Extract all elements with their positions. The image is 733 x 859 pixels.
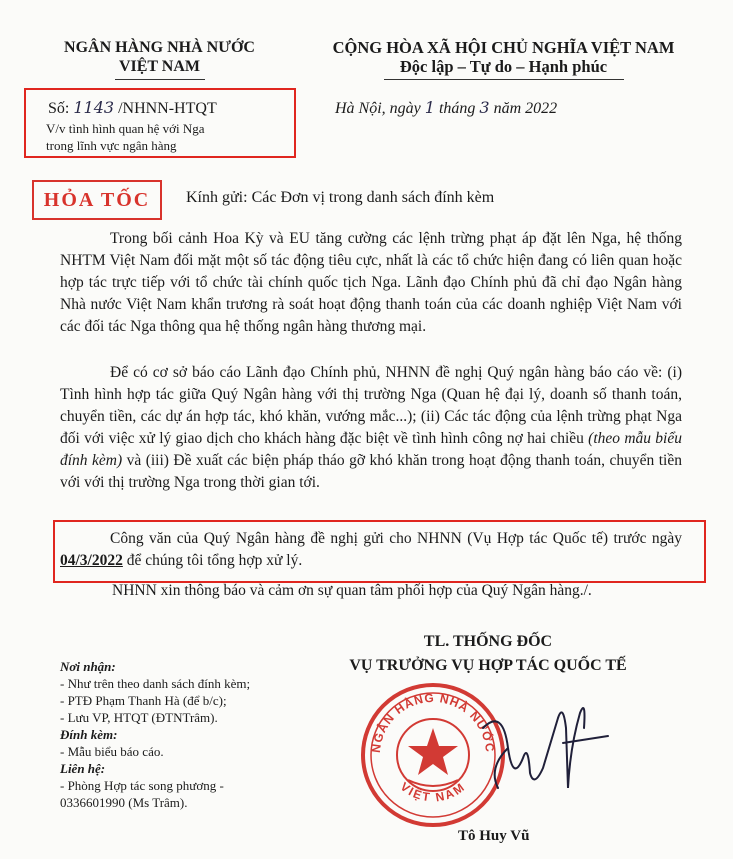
- handwritten-day: 1: [424, 98, 435, 117]
- body-paragraph-1: Trong bối cảnh Hoa Kỳ và EU tăng cường các lệnh trừng phạt áp đặt lên Nga, hệ thống NHTM Việt Nam đối mặt một số tác động tiêu cực, nhất là các tổ chức hiện đang có liên quan hoặc hợp tác trực tiếp với tổ chức tài chính quốc tịch Nga. Lãnh đạo Chính phủ đã chỉ đạo Ngân hàng Nhà nước Việt Nam khẩn trương rà soát hoạt động thanh toán của các doanh nghiệp Việt Nam với các đối tác Nga thông qua hệ thống ngân hàng thương mại.: [60, 230, 682, 335]
- subject-line1: V/v tình hình quan hệ với Nga: [46, 121, 205, 136]
- issuing-organization: [32, 38, 287, 80]
- paragraph-3-text-b: để chúng tôi tổng hợp xử lý.: [122, 552, 303, 569]
- org-underline: [115, 79, 205, 80]
- date-prefix: Hà Nội, ngày: [335, 100, 425, 117]
- date-mid: tháng: [434, 100, 480, 117]
- contact-line1: - Phòng Hợp tác song phương -: [60, 778, 224, 793]
- handwritten-month: 3: [479, 98, 490, 117]
- signer-line1: TL. THỐNG ĐỐC: [423, 633, 553, 650]
- motto-underline: [384, 79, 624, 80]
- seal-top-text: NGÂN HÀNG NHÀ NƯỚC: [368, 690, 498, 754]
- number-prefix: Số:: [48, 100, 74, 117]
- recipients-block: [60, 658, 320, 811]
- handwritten-number: 1143: [73, 98, 115, 117]
- contact-heading: Liên hệ:: [60, 761, 106, 776]
- place-and-date: [335, 98, 557, 118]
- subject-line2: trong lĩnh vực ngân hàng: [46, 138, 177, 153]
- number-suffix: /NHNN-HTQT: [114, 100, 217, 117]
- svg-text:VIỆT NAM: [398, 779, 469, 804]
- nation-title: CỘNG HÒA XÃ HỘI CHỦ NGHĨA VIỆT NAM: [332, 38, 675, 57]
- body-paragraph-4: NHNN xin thông báo và cảm ơn sự quan tâm phối hợp của Quý Ngân hàng./.: [112, 582, 592, 599]
- attachment-heading: Đính kèm:: [60, 727, 118, 742]
- document-number: [48, 98, 217, 118]
- paragraph-2-text-b: và (iii) Đề xuất các biện pháp tháo gỡ khó khăn trong hoạt động thanh toán, chuyển tiền với với thị trường Nga trong thời gian tới.: [60, 452, 682, 491]
- handwritten-signature-icon: [468, 688, 618, 818]
- body-paragraph-3: [60, 528, 682, 572]
- deadline-date: 04/3/2022: [60, 552, 123, 569]
- recipient-item: - Như trên theo danh sách đính kèm;: [60, 676, 251, 691]
- signer-name: Tô Huy Vũ: [458, 828, 530, 844]
- national-heading: [296, 38, 711, 80]
- document-subject: [46, 120, 296, 154]
- org-name-line1: NGÂN HÀNG NHÀ NƯỚC: [64, 39, 255, 56]
- paragraph-2-italic: (theo mẫu biểu đính kèm): [60, 430, 682, 469]
- signer-line2: VỤ TRƯỞNG VỤ HỢP TÁC QUỐC TẾ: [349, 657, 627, 674]
- nation-motto: Độc lập – Tự do – Hạnh phúc: [399, 57, 608, 76]
- recipients-heading: Nơi nhận:: [60, 659, 116, 674]
- date-suffix: năm 2022: [489, 100, 558, 117]
- paragraph-3-text-a: Công văn của Quý Ngân hàng đề nghị gửi cho NHNN (Vụ Hợp tác Quốc tế) trước ngày: [110, 530, 682, 547]
- org-name-line2: VIỆT NAM: [118, 58, 201, 75]
- body-paragraph-2: [60, 362, 682, 494]
- contact-line2: 0336601990 (Ms Trâm).: [60, 795, 188, 810]
- recipient-item: - PTĐ Phạm Thanh Hà (để b/c);: [60, 693, 227, 708]
- addressee-line: Kính gửi: Các Đơn vị trong danh sách đính kèm: [186, 189, 495, 206]
- urgent-stamp: HỎA TỐC: [32, 180, 162, 220]
- attachment-item: - Mẫu biểu báo cáo.: [60, 744, 164, 759]
- signer-title: [318, 630, 658, 678]
- seal-bottom-text: VIỆT NAM: [397, 779, 469, 805]
- paragraph-2-text-a: Để có cơ sở báo cáo Lãnh đạo Chính phủ, NHNN đề nghị Quý ngân hàng báo cáo về: (i) Tình hình hợp tác giữa Quý Ngân hàng với thị trường Nga (Quan hệ đại lý, doanh số thanh toán, chuyển tiền, các dự án hợp tác, khó khăn, vướng mắc...); (ii) Các tác động của lệnh trừng phạt Nga đối với việc xử lý giao dịch cho khách hàng đặc biệt về tình hình công nợ hai chiều: [60, 364, 682, 447]
- recipient-item: - Lưu VP, HTQT (ĐTNTrâm).: [60, 710, 218, 725]
